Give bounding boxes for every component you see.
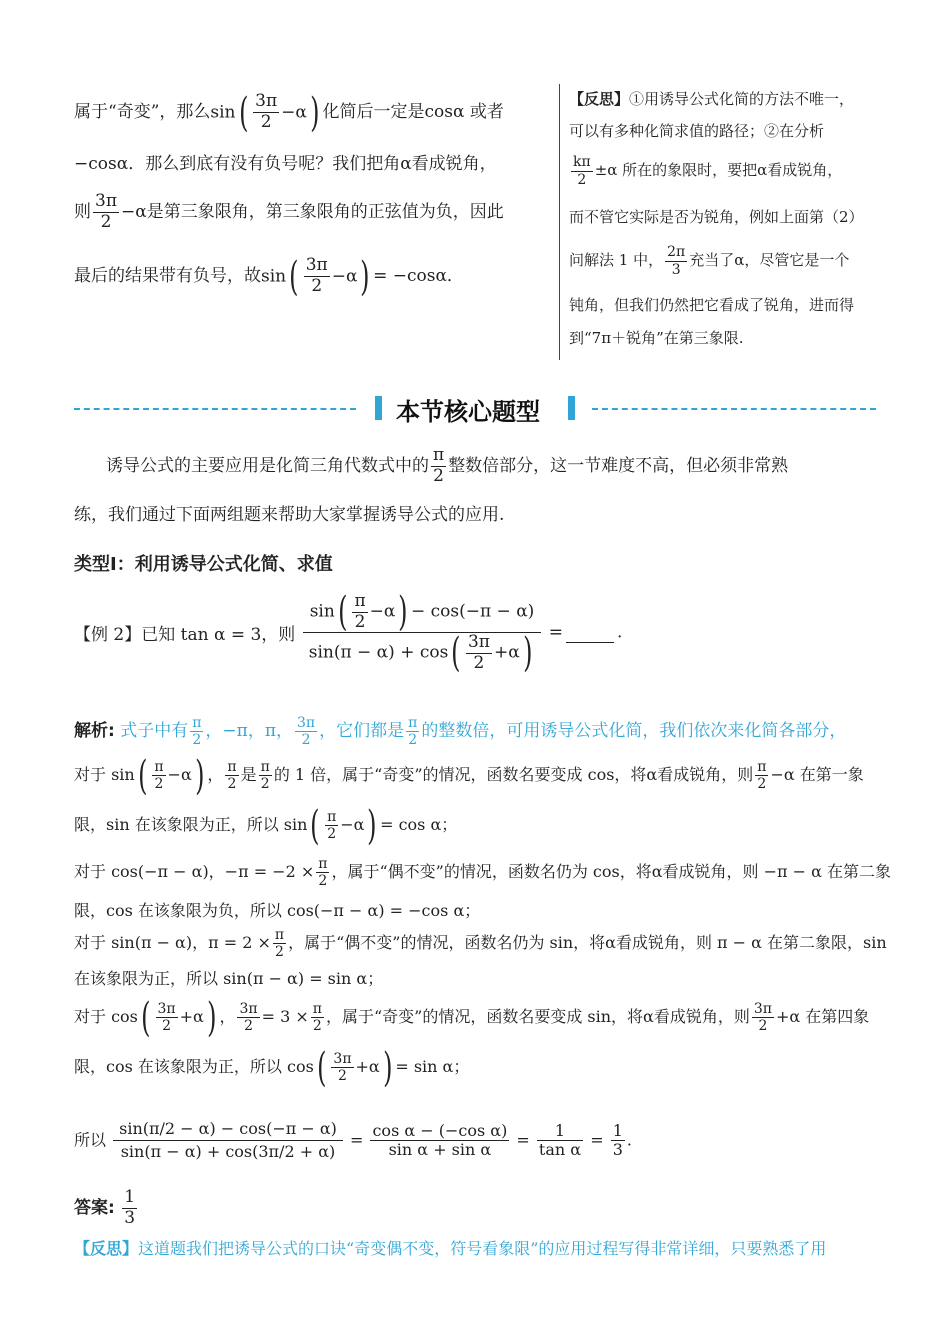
top-line-4: 最后的结果带有负号，故sin( $\frac{3\pi}{2}$ −α) = −cosα．: [74, 253, 464, 300]
sidebar-line-3: $\frac{k\pi}{2}$ ±α 所在的象限时，要把α看成锐角，: [573, 154, 843, 188]
example-2: 【例 2】已知 tan α = 3，则 sin( $\frac{\pi}{2}$ −α) − cos(−π − α) sin(π − α) + cos( $\frac{3\pi}{2}$ +α) = .: [74, 589, 623, 677]
section-bar-left: [375, 396, 382, 420]
top-line-2: −cosα．那么到底有没有负号呢？我们把角α看成锐角，: [74, 154, 497, 174]
sidebar-line-1: 【反思】①用诱导公式化简的方法不唯一，: [569, 90, 855, 108]
analysis-row-5: 对于 sin(π − α)，π = 2 × $\frac{\pi}{2}$ ，属于“偶不变”的情况，函数名仍为 sin，将α看成锐角，则 π − α 在第二象限，sin: [74, 926, 887, 960]
section-dash-right: [592, 408, 876, 410]
intro-line-1: 诱导公式的主要应用是化简三角代数式中的 $\frac{\pi}{2}$ 整数倍部分，这一节难度不高，但必须非常熟: [106, 445, 789, 486]
type-heading: 类型Ⅰ：利用诱导公式化简、求值: [74, 554, 333, 575]
analysis-label: 解析:: [74, 721, 115, 741]
section-dash-left: [74, 408, 356, 410]
analysis-row-1: 对于 sin( $\frac{\pi}{2}$ −α) ， $\frac{\pi}{2}$ 是 $\frac{\pi}{2}$ 的 1 倍，属于“奇变”的情况，函数名要变成 cos，将α看成锐角，则 $\frac{\pi}{2}$ −α 在第一象: [74, 752, 864, 799]
analysis-row-7: 对于 cos( $\frac{3\pi}{2}$ +α) ， $\frac{3\pi}{2}$ = 3 × $\frac{\pi}{2}$ ，属于“奇变”的情况，函数名要变成 sin，将α看成锐角，则 $\frac{3\pi}{2}$ +α 在第四象: [74, 994, 870, 1041]
reflection-2-tag: 【反思】: [74, 1239, 139, 1258]
answer-line: 答案: $\frac{1}{3}$: [74, 1187, 136, 1228]
analysis-row-8: 限，cos 在该象限为正，所以 cos( $\frac{3\pi}{2}$ +α) = sin α；: [74, 1044, 470, 1091]
analysis-row-4: 限，cos 在该象限为负，所以 cos(−π − α) = −cos α；: [74, 901, 481, 920]
example-tag: 【例 2】: [74, 625, 142, 646]
intro-line-2: 练，我们通过下面两组题来帮助大家掌握诱导公式的应用.: [74, 505, 505, 525]
sidebar-line-2: 可以有多种化简求值的路径；②在分析: [569, 122, 825, 140]
sidebar-tag: 【反思】: [569, 90, 630, 108]
sidebar-line-4: 而不管它实际是否为锐角，例如上面第（2）: [569, 208, 864, 226]
top-line-1: 属于“奇变”，那么sin( $\frac{3\pi}{2}$ −α) 化简后一定是cosα 或者: [74, 89, 504, 136]
analysis-row-6: 在该象限为正，所以 sin(π − α) = sin α；: [74, 969, 384, 988]
example-fraction: sin( $\frac{\pi}{2}$ −α) − cos(−π − α) sin(π − α) + cos( $\frac{3\pi}{2}$ +α): [303, 592, 542, 673]
sidebar-line-7: 到“7π＋锐角”在第三象限.: [569, 329, 744, 347]
analysis-row-2: 限，sin 在该象限为正，所以 sin( $\frac{\pi}{2}$ −α) = cos α；: [74, 802, 458, 849]
analysis-line-1: 解析: 式子中有 $\frac{\pi}{2}$ ，−π，π， $\frac{3\pi}{2}$ ，它们都是 $\frac{\pi}{2}$ 的整数倍，可用诱导公式化简，我们依次来化简各部分，: [74, 714, 847, 748]
answer-blank[interactable]: [566, 622, 614, 643]
analysis-row-3: 对于 cos(−π − α)，−π = −2 × $\frac{\pi}{2}$ ，属于“偶不变”的情况，函数名仍为 cos，将α看成锐角，则 −π − α 在第二象: [74, 855, 892, 889]
top-line-3: 则 $\frac{3\pi}{2}$ −α是第三象限角，第三象限角的正弦值为负，因此: [74, 191, 504, 232]
sidebar-line-5: 问解法 1 中， $\frac{2\pi}{3}$ 充当了α，尽管它是一个: [569, 244, 850, 278]
answer-label: 答案:: [74, 1198, 115, 1218]
reflection-2: 【反思】这道题我们把诱导公式的口诀“奇变偶不变，符号看象限”的应用过程写得非常详细，只要熟悉了用: [74, 1239, 827, 1258]
final-computation: 所以 $\frac{\sin(\pi/2 - \alpha) - \cos(-\pi - \alpha)}{\sin(\pi - \alpha) + \cos(3\pi/2 + \alpha)}$ = $\frac{\text{cos α − (−cos α)}}{\text{sin α + sin α}}$ = $\frac{1}{\text{tan α}}$ = $\frac{1}{3}$ .: [74, 1118, 632, 1161]
example-given: 已知 tan α = 3，则: [141, 625, 296, 646]
column-divider: [559, 84, 560, 360]
section-bar-right: [568, 396, 575, 420]
section-title: 本节核心题型: [396, 398, 540, 426]
sidebar-line-6: 钝角，但我们仍然把它看成了锐角，进而得: [569, 296, 855, 314]
